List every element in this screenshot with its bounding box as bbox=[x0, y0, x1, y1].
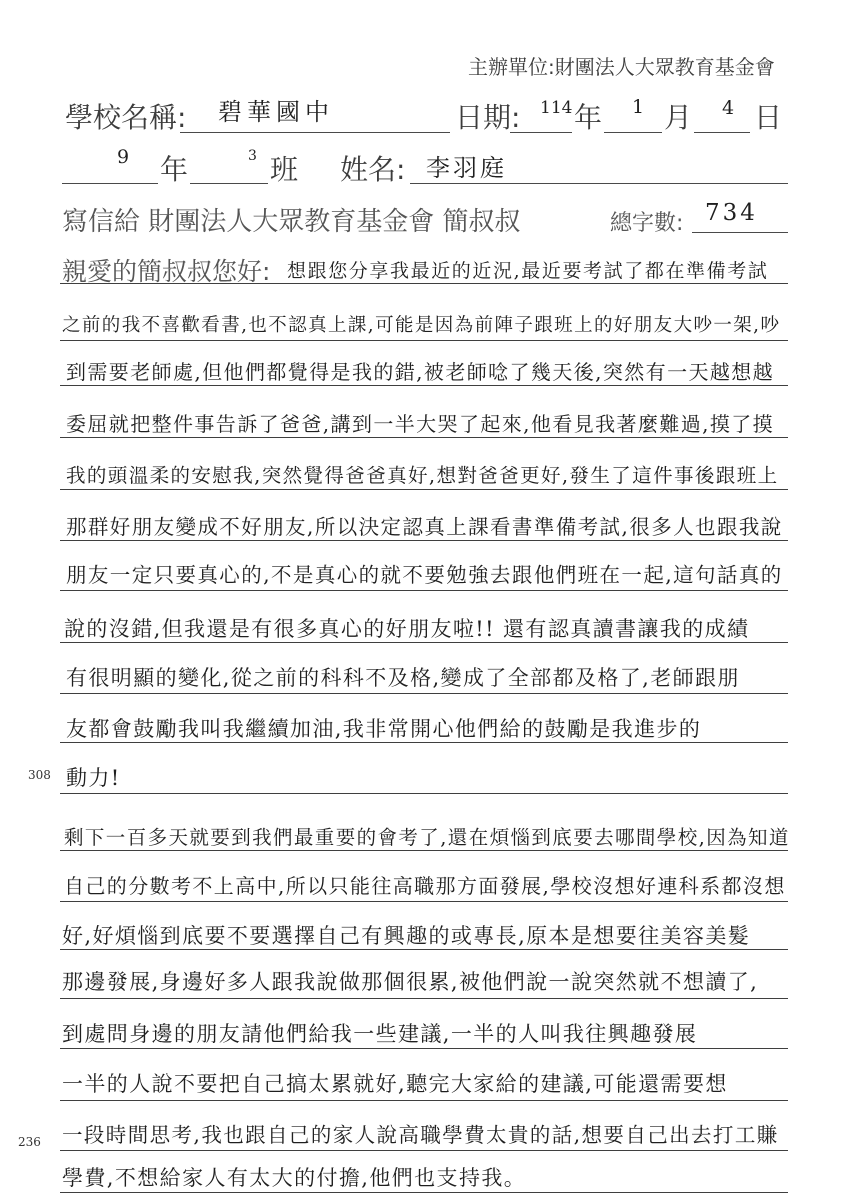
letter-line: 委屈就把整件事告訴了爸爸,講到一半大哭了起來,他看見我著麼難過,摸了摸 bbox=[66, 412, 775, 436]
salutation: 親愛的簡叔叔您好: bbox=[62, 257, 271, 286]
letter-line: 到需要老師處,但他們都覺得是我的錯,被老師唸了幾天後,突然有一天越想越 bbox=[66, 360, 775, 384]
letter-line: 剩下一百多天就要到我們最重要的會考了,還在煩惱到底要去哪間學校,因為知道 bbox=[64, 826, 790, 849]
word-count-underline bbox=[692, 232, 788, 233]
word-count-value: 734 bbox=[705, 200, 758, 226]
letter-line: 好,好煩惱到底要不要選擇自己有興趣的或專長,原本是想要往美容美髮 bbox=[62, 924, 751, 948]
school-underline bbox=[180, 132, 450, 133]
grade-underline bbox=[62, 183, 158, 184]
year-value: 114 bbox=[540, 98, 573, 118]
ruled-line bbox=[60, 642, 788, 643]
name-underline bbox=[410, 183, 788, 184]
margin-count-note: 236 bbox=[18, 1135, 41, 1149]
ruled-line bbox=[60, 1100, 788, 1101]
school-label: 學校名稱: bbox=[65, 101, 187, 134]
ruled-line bbox=[60, 489, 788, 490]
ruled-line bbox=[60, 540, 788, 541]
name-value: 李羽庭 bbox=[426, 154, 507, 182]
organizer-text: 主辦單位:財團法人大眾教育基金會 bbox=[468, 55, 775, 79]
letter-line: 自己的分數考不上高中,所以只能往高職那方面發展,學校沒想好連科系都沒想 bbox=[64, 874, 786, 898]
ruled-line bbox=[60, 742, 788, 743]
word-count-label: 總字數: bbox=[610, 211, 684, 236]
ruled-line bbox=[60, 1150, 788, 1151]
ruled-line bbox=[60, 385, 788, 386]
ruled-line bbox=[60, 998, 788, 999]
letter-line: 之前的我不喜歡看書,也不認真上課,可能是因為前陣子跟班上的好朋友大吵一架,吵 bbox=[62, 315, 781, 336]
ruled-line bbox=[60, 283, 788, 284]
letter-line: 我的頭溫柔的安慰我,突然覺得爸爸真好,想對爸爸更好,發生了這件事後跟班上 bbox=[66, 464, 779, 487]
ruled-line bbox=[60, 340, 788, 341]
date-label: 日期: bbox=[455, 101, 521, 134]
ruled-line bbox=[60, 437, 788, 438]
year-unit: 年 bbox=[574, 101, 603, 134]
class-value: 3 bbox=[248, 148, 257, 164]
letter-line: 朋友一定只要真心的,不是真心的就不要勉強去跟他們班在一起,這句話真的 bbox=[66, 563, 783, 587]
letter-line: 一段時間思考,我也跟自己的家人說高職學費太貴的話,想要自己出去打工賺 bbox=[62, 1123, 779, 1147]
letter-line: 學費,不想給家人有太大的付擔,他們也支持我。 bbox=[62, 1166, 527, 1190]
ruled-line bbox=[60, 693, 788, 694]
margin-count-note: 308 bbox=[28, 768, 51, 782]
year-underline bbox=[510, 132, 572, 133]
class-unit: 班 bbox=[270, 153, 299, 186]
grade-value: 9 bbox=[117, 146, 130, 168]
letter-line: 友都會鼓勵我叫我繼續加油,我非常開心他們給的鼓勵是我進步的 bbox=[66, 717, 702, 741]
day-value: 4 bbox=[722, 97, 735, 119]
school-value: 碧華國中 bbox=[218, 98, 334, 126]
letter-line: 那群好朋友變成不好朋友,所以決定認真上課看書準備考試,很多人也跟我說 bbox=[66, 515, 783, 539]
addressee-line: 寫信給 財團法人大眾教育基金會 簡叔叔 bbox=[62, 207, 521, 237]
ruled-line bbox=[60, 590, 788, 591]
ruled-line bbox=[60, 901, 788, 902]
name-label: 姓名: bbox=[340, 153, 406, 186]
day-unit: 日 bbox=[754, 101, 783, 134]
letter-line: 一半的人說不要把自己搞太累就好,聽完大家給的建議,可能還需要想 bbox=[62, 1072, 728, 1096]
class-underline bbox=[190, 183, 268, 184]
letter-line: 到處問身邊的朋友請他們給我一些建議,一半的人叫我往興趣發展 bbox=[62, 1022, 698, 1046]
grade-unit: 年 bbox=[160, 153, 189, 186]
ruled-line bbox=[60, 850, 788, 851]
ruled-line bbox=[60, 949, 788, 950]
letter-line: 有很明顯的變化,從之前的科科不及格,變成了全部都及格了,老師跟朋 bbox=[66, 666, 740, 690]
letter-line: 那邊發展,身邊好多人跟我說做那個很累,被他們說一說突然就不想讀了, bbox=[62, 970, 759, 994]
month-unit: 月 bbox=[664, 101, 693, 134]
ruled-line bbox=[60, 1048, 788, 1049]
month-value: 1 bbox=[632, 96, 645, 118]
first-line-text: 想跟您分享我最近的近況,最近要考試了都在準備考試 bbox=[287, 260, 769, 282]
ruled-line bbox=[60, 1192, 788, 1193]
ruled-line bbox=[60, 793, 788, 794]
letter-line: 動力! bbox=[66, 766, 121, 790]
day-underline bbox=[694, 132, 750, 133]
month-underline bbox=[604, 132, 662, 133]
letter-line: 說的沒錯,但我還是有很多真心的好朋友啦!! 還有認真讀書讓我的成績 bbox=[64, 617, 750, 641]
